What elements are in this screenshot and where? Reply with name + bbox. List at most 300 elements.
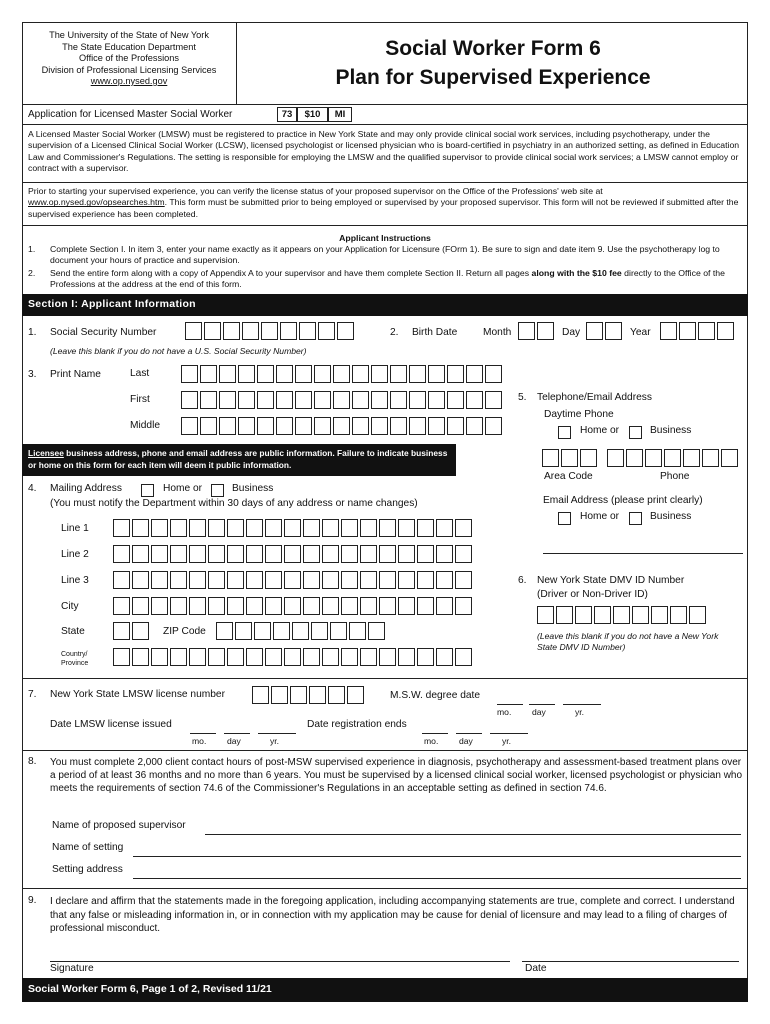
license-box[interactable] <box>290 686 307 704</box>
country-box[interactable] <box>303 648 320 666</box>
country-box[interactable] <box>132 648 149 666</box>
verify-text: Prior to starting your supervised experience, you can verify the license status of your proposed supervisor on the Office of the Professions' web site at <box>28 186 603 196</box>
last-name-box[interactable] <box>276 365 293 383</box>
instruction-number: 2. <box>28 268 36 278</box>
country-box[interactable] <box>208 648 225 666</box>
dmv-box[interactable] <box>613 606 630 624</box>
address-line3-box[interactable] <box>436 571 453 589</box>
mailing-address-label: Mailing Address <box>50 483 122 494</box>
last-name-box[interactable] <box>200 365 217 383</box>
last-name-label: Last <box>130 368 150 379</box>
line2-label: Line 2 <box>61 549 89 560</box>
birth-month-box[interactable] <box>537 322 554 340</box>
address-line1-box[interactable] <box>113 519 130 537</box>
address-line2-box[interactable] <box>303 545 320 563</box>
zip-box[interactable] <box>254 622 271 640</box>
first-name-box[interactable] <box>352 391 369 409</box>
first-name-box[interactable] <box>466 391 483 409</box>
area-code-box[interactable] <box>542 449 559 467</box>
msw-day-line[interactable] <box>529 704 555 705</box>
address-line1-box[interactable] <box>341 519 358 537</box>
zip-box[interactable] <box>216 622 233 640</box>
email-home-checkbox[interactable] <box>558 512 571 525</box>
middle-name-box[interactable] <box>257 417 274 435</box>
middle-name-label: Middle <box>130 420 161 431</box>
middle-name-box[interactable] <box>447 417 464 435</box>
dmv-box[interactable] <box>537 606 554 624</box>
address-line3-box[interactable] <box>322 571 339 589</box>
country-box[interactable] <box>455 648 472 666</box>
phone-number-box[interactable] <box>626 449 643 467</box>
middle-name-box[interactable] <box>371 417 388 435</box>
area-code-box[interactable] <box>580 449 597 467</box>
address-city-box[interactable] <box>379 597 396 615</box>
dmv-box[interactable] <box>575 606 592 624</box>
mo-label: mo. <box>192 736 207 746</box>
country-box[interactable] <box>113 648 130 666</box>
telephone-email-label: Telephone/Email Address <box>537 392 652 403</box>
address-city-box[interactable] <box>170 597 187 615</box>
address-line2-box[interactable] <box>170 545 187 563</box>
business-label: Business <box>232 483 274 494</box>
address-line2-box[interactable] <box>208 545 225 563</box>
reg-mo-line[interactable] <box>422 733 448 734</box>
first-name-box[interactable] <box>390 391 407 409</box>
middle-name-box[interactable] <box>333 417 350 435</box>
email-label: Email Address (please print clearly) <box>543 495 703 506</box>
country-box[interactable] <box>246 648 263 666</box>
middle-name-box[interactable] <box>428 417 445 435</box>
mo-label: mo. <box>424 736 439 746</box>
phone-home-checkbox[interactable] <box>558 426 571 439</box>
signature-input-line[interactable] <box>50 961 510 962</box>
last-name-box[interactable] <box>238 365 255 383</box>
zip-ext-box[interactable] <box>330 622 347 640</box>
middle-name-box[interactable] <box>238 417 255 435</box>
issued-label: Date LMSW license issued <box>50 719 172 730</box>
country-box[interactable] <box>170 648 187 666</box>
application-label: Application for Licensed Master Social Worker <box>28 109 233 120</box>
state-label: State <box>61 626 85 637</box>
middle-name-box[interactable] <box>219 417 236 435</box>
mail-home-checkbox[interactable] <box>141 484 154 497</box>
item-number: 8. <box>28 756 37 767</box>
address-line2-box[interactable] <box>341 545 358 563</box>
address-line2-box[interactable] <box>360 545 377 563</box>
section-1-header: Section I: Applicant Information <box>22 294 748 316</box>
country-box[interactable] <box>151 648 168 666</box>
dmv-box[interactable] <box>689 606 706 624</box>
address-line3-box[interactable] <box>455 571 472 589</box>
address-city-box[interactable] <box>398 597 415 615</box>
address-line3-box[interactable] <box>132 571 149 589</box>
address-city-box[interactable] <box>303 597 320 615</box>
item-number: 4. <box>28 483 37 494</box>
yr-label: yr. <box>270 736 280 746</box>
supervisor-input-line[interactable] <box>205 834 741 835</box>
zip-box[interactable] <box>235 622 252 640</box>
day-label: Day <box>562 327 581 338</box>
print-name-label: Print Name <box>50 369 101 380</box>
address-line1-box[interactable] <box>417 519 434 537</box>
setting-address-input-line[interactable] <box>133 878 741 879</box>
birth-day-box[interactable] <box>605 322 622 340</box>
address-line2-box[interactable] <box>398 545 415 563</box>
birth-year-box[interactable] <box>679 322 696 340</box>
last-name-box[interactable] <box>181 365 198 383</box>
first-name-box[interactable] <box>238 391 255 409</box>
setting-address-label: Setting address <box>52 864 123 875</box>
divider <box>22 888 748 889</box>
country-label-2: Province <box>61 660 89 667</box>
home-or-label: Home or <box>580 511 620 522</box>
dmv-box[interactable] <box>670 606 687 624</box>
ssn-box[interactable] <box>204 322 221 340</box>
day-label: day <box>459 736 473 746</box>
address-city-box[interactable] <box>265 597 282 615</box>
address-line1-box[interactable] <box>436 519 453 537</box>
day-label: day <box>532 707 546 717</box>
address-city-box[interactable] <box>341 597 358 615</box>
address-line3-box[interactable] <box>379 571 396 589</box>
middle-name-box[interactable] <box>409 417 426 435</box>
ssn-box[interactable] <box>223 322 240 340</box>
agency-block <box>24 30 234 88</box>
instruction-text: Send the entire form along with a copy of Appendix A to your supervisor and have them complete Section II. Return all pages <box>50 268 532 278</box>
item-number: 9. <box>28 895 37 906</box>
last-name-box[interactable] <box>409 365 426 383</box>
country-box[interactable] <box>227 648 244 666</box>
public-info-notice <box>22 444 456 476</box>
address-line2-box[interactable] <box>455 545 472 563</box>
agency-line: Office of the Professions <box>79 53 179 63</box>
license-number-label: New York State LMSW license number <box>50 689 225 700</box>
middle-name-box[interactable] <box>276 417 293 435</box>
first-name-box[interactable] <box>257 391 274 409</box>
last-name-box[interactable] <box>352 365 369 383</box>
middle-name-box[interactable] <box>390 417 407 435</box>
last-name-box[interactable] <box>295 365 312 383</box>
address-line2-box[interactable] <box>113 545 130 563</box>
first-name-box[interactable] <box>428 391 445 409</box>
address-line1-box[interactable] <box>303 519 320 537</box>
address-line3-box[interactable] <box>189 571 206 589</box>
zip-ext-box[interactable] <box>349 622 366 640</box>
address-line1-box[interactable] <box>455 519 472 537</box>
country-box[interactable] <box>417 648 434 666</box>
zip-box[interactable] <box>273 622 290 640</box>
country-box[interactable] <box>360 648 377 666</box>
country-box[interactable] <box>265 648 282 666</box>
dmv-box[interactable] <box>594 606 611 624</box>
form-title <box>238 34 748 92</box>
address-line3-box[interactable] <box>227 571 244 589</box>
address-line1-box[interactable] <box>151 519 168 537</box>
dmv-box[interactable] <box>556 606 573 624</box>
license-box[interactable] <box>328 686 345 704</box>
address-line3-box[interactable] <box>170 571 187 589</box>
country-box[interactable] <box>322 648 339 666</box>
dmv-box[interactable] <box>651 606 668 624</box>
address-line2-box[interactable] <box>246 545 263 563</box>
address-line3-box[interactable] <box>417 571 434 589</box>
reg-day-line[interactable] <box>456 733 482 734</box>
issued-yr-line[interactable] <box>258 733 296 734</box>
first-name-box[interactable] <box>333 391 350 409</box>
birth-month-box[interactable] <box>518 322 535 340</box>
ssn-box[interactable] <box>242 322 259 340</box>
last-name-box[interactable] <box>390 365 407 383</box>
area-code-box[interactable] <box>561 449 578 467</box>
msw-yr-line[interactable] <box>563 704 601 705</box>
divider <box>22 124 748 125</box>
address-line2-box[interactable] <box>417 545 434 563</box>
license-box[interactable] <box>271 686 288 704</box>
phone-number-box[interactable] <box>683 449 700 467</box>
footer-bar: Social Worker Form 6, Page 1 of 2, Revised 11/21 <box>22 978 748 1002</box>
address-city-box[interactable] <box>189 597 206 615</box>
first-name-box[interactable] <box>447 391 464 409</box>
first-name-box[interactable] <box>219 391 236 409</box>
agency-url-link[interactable]: www.op.nysed.gov <box>90 76 168 86</box>
dmv-label: New York State DMV ID Number <box>537 575 685 586</box>
declaration-text: I declare and affirm that the statements made in the foregoing application, including accompanying statements are true, complete and correct. I understand that any false or misleading information in, or in connection with my application may be cause for denial of licensure and may lead to a filing of charges of professional misconduct. <box>50 896 735 935</box>
last-name-box[interactable] <box>333 365 350 383</box>
msw-date-label: M.S.W. degree date <box>390 690 481 701</box>
address-line2-box[interactable] <box>265 545 282 563</box>
address-line3-box[interactable] <box>360 571 377 589</box>
birth-year-box[interactable] <box>698 322 715 340</box>
middle-name-box[interactable] <box>485 417 502 435</box>
address-line1-box[interactable] <box>265 519 282 537</box>
item-number: 1. <box>28 327 37 338</box>
email-business-checkbox[interactable] <box>629 512 642 525</box>
address-city-box[interactable] <box>246 597 263 615</box>
item-number: 3. <box>28 369 37 380</box>
line1-label: Line 1 <box>61 523 89 534</box>
address-line1-box[interactable] <box>360 519 377 537</box>
experience-requirement-text: You must complete 2,000 client contact hours of post-MSW supervised experience in diagnosis, psychotherapy and assessment-based treatment plans over a period of at least 36 months and no more than 6 years. You must be supervised by a licensed clinical social worker, licensed psychologist or physician who meets the requirements of section 74.6 of the Commissioner's Regulations in an acceptable setting as defined in section 74.6. <box>50 757 743 795</box>
last-name-box[interactable] <box>314 365 331 383</box>
middle-name-box[interactable] <box>314 417 331 435</box>
zip-ext-box[interactable] <box>311 622 328 640</box>
divider <box>22 182 748 183</box>
phone-number-box[interactable] <box>702 449 719 467</box>
address-line1-box[interactable] <box>208 519 225 537</box>
ssn-box[interactable] <box>337 322 354 340</box>
first-name-box[interactable] <box>409 391 426 409</box>
address-city-box[interactable] <box>227 597 244 615</box>
country-box[interactable] <box>189 648 206 666</box>
address-line1-box[interactable] <box>322 519 339 537</box>
ssn-box[interactable] <box>299 322 316 340</box>
first-name-box[interactable] <box>200 391 217 409</box>
first-name-box[interactable] <box>181 391 198 409</box>
agency-line: The University of the State of New York <box>49 30 209 40</box>
city-label: City <box>61 601 79 612</box>
address-line3-box[interactable] <box>246 571 263 589</box>
item-number: 2. <box>390 327 399 338</box>
ssn-box[interactable] <box>318 322 335 340</box>
agency-line: Division of Professional Licensing Services <box>41 64 217 75</box>
first-name-box[interactable] <box>371 391 388 409</box>
first-name-box[interactable] <box>485 391 502 409</box>
last-name-box[interactable] <box>371 365 388 383</box>
address-line2-box[interactable] <box>227 545 244 563</box>
divider <box>22 678 748 679</box>
address-line2-box[interactable] <box>132 545 149 563</box>
address-city-box[interactable] <box>113 597 130 615</box>
dmv-box[interactable] <box>632 606 649 624</box>
zip-ext-box[interactable] <box>368 622 385 640</box>
address-line1-box[interactable] <box>398 519 415 537</box>
last-name-box[interactable] <box>466 365 483 383</box>
license-box[interactable] <box>309 686 326 704</box>
setting-name-input-line[interactable] <box>133 856 741 857</box>
zip-box[interactable] <box>292 622 309 640</box>
address-line2-box[interactable] <box>151 545 168 563</box>
divider <box>22 104 748 105</box>
address-line2-box[interactable] <box>322 545 339 563</box>
issued-day-line[interactable] <box>224 733 250 734</box>
country-box[interactable] <box>379 648 396 666</box>
profession-code: 73 <box>277 107 297 122</box>
ssn-label: Social Security Number <box>50 327 157 338</box>
daytime-phone-label: Daytime Phone <box>544 409 614 420</box>
license-box[interactable] <box>252 686 269 704</box>
date-input-line[interactable] <box>522 961 739 962</box>
address-line1-box[interactable] <box>189 519 206 537</box>
yr-label: yr. <box>575 707 585 717</box>
first-name-label: First <box>130 394 150 405</box>
instruction-item-2 <box>50 268 744 291</box>
address-city-box[interactable] <box>132 597 149 615</box>
notice-licensee: Licensee <box>28 448 64 458</box>
birth-year-box[interactable] <box>717 322 734 340</box>
ssn-box[interactable] <box>185 322 202 340</box>
address-city-box[interactable] <box>322 597 339 615</box>
address-line3-box[interactable] <box>398 571 415 589</box>
last-name-box[interactable] <box>257 365 274 383</box>
middle-name-box[interactable] <box>352 417 369 435</box>
address-line1-box[interactable] <box>246 519 263 537</box>
address-line3-box[interactable] <box>284 571 301 589</box>
opsearches-link[interactable]: www.op.nysed.gov/opsearches.htm <box>28 197 165 208</box>
address-line3-box[interactable] <box>151 571 168 589</box>
address-line1-box[interactable] <box>379 519 396 537</box>
middle-name-box[interactable] <box>295 417 312 435</box>
state-box[interactable] <box>113 622 130 640</box>
address-city-box[interactable] <box>360 597 377 615</box>
middle-name-box[interactable] <box>466 417 483 435</box>
last-name-box[interactable] <box>485 365 502 383</box>
home-or-label: Home or <box>163 483 203 494</box>
birth-year-box[interactable] <box>660 322 677 340</box>
country-box[interactable] <box>341 648 358 666</box>
last-name-box[interactable] <box>428 365 445 383</box>
address-line1-box[interactable] <box>227 519 244 537</box>
mailing-note: (You must notify the Department within 30 days of any address or name changes) <box>50 498 418 509</box>
address-city-box[interactable] <box>417 597 434 615</box>
month-label: Month <box>483 327 512 338</box>
address-line1-box[interactable] <box>170 519 187 537</box>
mail-business-checkbox[interactable] <box>211 484 224 497</box>
item-number: 7. <box>28 689 37 700</box>
ssn-box[interactable] <box>261 322 278 340</box>
address-city-box[interactable] <box>284 597 301 615</box>
dmv-note: (Leave this blank if you do not have a New York State DMV ID Number) <box>537 631 719 652</box>
first-name-box[interactable] <box>276 391 293 409</box>
phone-business-checkbox[interactable] <box>629 426 642 439</box>
divider <box>22 750 748 751</box>
middle-name-box[interactable] <box>181 417 198 435</box>
first-name-box[interactable] <box>314 391 331 409</box>
yr-label: yr. <box>502 736 512 746</box>
address-line2-box[interactable] <box>284 545 301 563</box>
business-label: Business <box>650 511 692 522</box>
address-city-box[interactable] <box>455 597 472 615</box>
year-label: Year <box>630 327 651 338</box>
application-type: MI <box>328 107 352 122</box>
middle-name-box[interactable] <box>200 417 217 435</box>
msw-mo-line[interactable] <box>497 704 523 705</box>
address-line2-box[interactable] <box>436 545 453 563</box>
form-title-line1: Social Worker Form 6 <box>385 37 601 60</box>
address-line1-box[interactable] <box>132 519 149 537</box>
verify-paragraph <box>28 186 742 220</box>
address-line3-box[interactable] <box>113 571 130 589</box>
last-name-box[interactable] <box>219 365 236 383</box>
fee-amount: $10 <box>297 107 328 122</box>
phone-number-box[interactable] <box>721 449 738 467</box>
phone-number-box[interactable] <box>664 449 681 467</box>
license-box[interactable] <box>347 686 364 704</box>
address-city-box[interactable] <box>208 597 225 615</box>
form-title-line2: Plan for Supervised Experience <box>335 66 651 89</box>
address-line3-box[interactable] <box>208 571 225 589</box>
phone-number-box[interactable] <box>645 449 662 467</box>
birth-day-box[interactable] <box>586 322 603 340</box>
reg-yr-line[interactable] <box>490 733 528 734</box>
issued-mo-line[interactable] <box>190 733 216 734</box>
phone-number-box[interactable] <box>607 449 624 467</box>
address-line2-box[interactable] <box>379 545 396 563</box>
address-line3-box[interactable] <box>265 571 282 589</box>
country-box[interactable] <box>398 648 415 666</box>
address-line1-box[interactable] <box>284 519 301 537</box>
address-line2-box[interactable] <box>189 545 206 563</box>
instructions-heading: Applicant Instructions <box>339 233 431 243</box>
address-city-box[interactable] <box>151 597 168 615</box>
last-name-box[interactable] <box>447 365 464 383</box>
phone-label: Phone <box>660 471 690 482</box>
email-input-line[interactable] <box>543 553 743 554</box>
first-name-box[interactable] <box>295 391 312 409</box>
instruction-number: 1. <box>28 244 36 254</box>
address-line3-box[interactable] <box>341 571 358 589</box>
supervisor-label: Name of proposed supervisor <box>52 820 186 831</box>
state-box[interactable] <box>132 622 149 640</box>
country-label-1: Country/ <box>61 651 88 658</box>
area-code-label: Area Code <box>544 471 593 482</box>
address-city-box[interactable] <box>436 597 453 615</box>
country-box[interactable] <box>436 648 453 666</box>
ssn-note: (Leave this blank if you do not have a U.S. Social Security Number) <box>50 346 307 356</box>
item-number: 5. <box>518 392 527 403</box>
country-box[interactable] <box>284 648 301 666</box>
address-line3-box[interactable] <box>303 571 320 589</box>
ssn-box[interactable] <box>280 322 297 340</box>
